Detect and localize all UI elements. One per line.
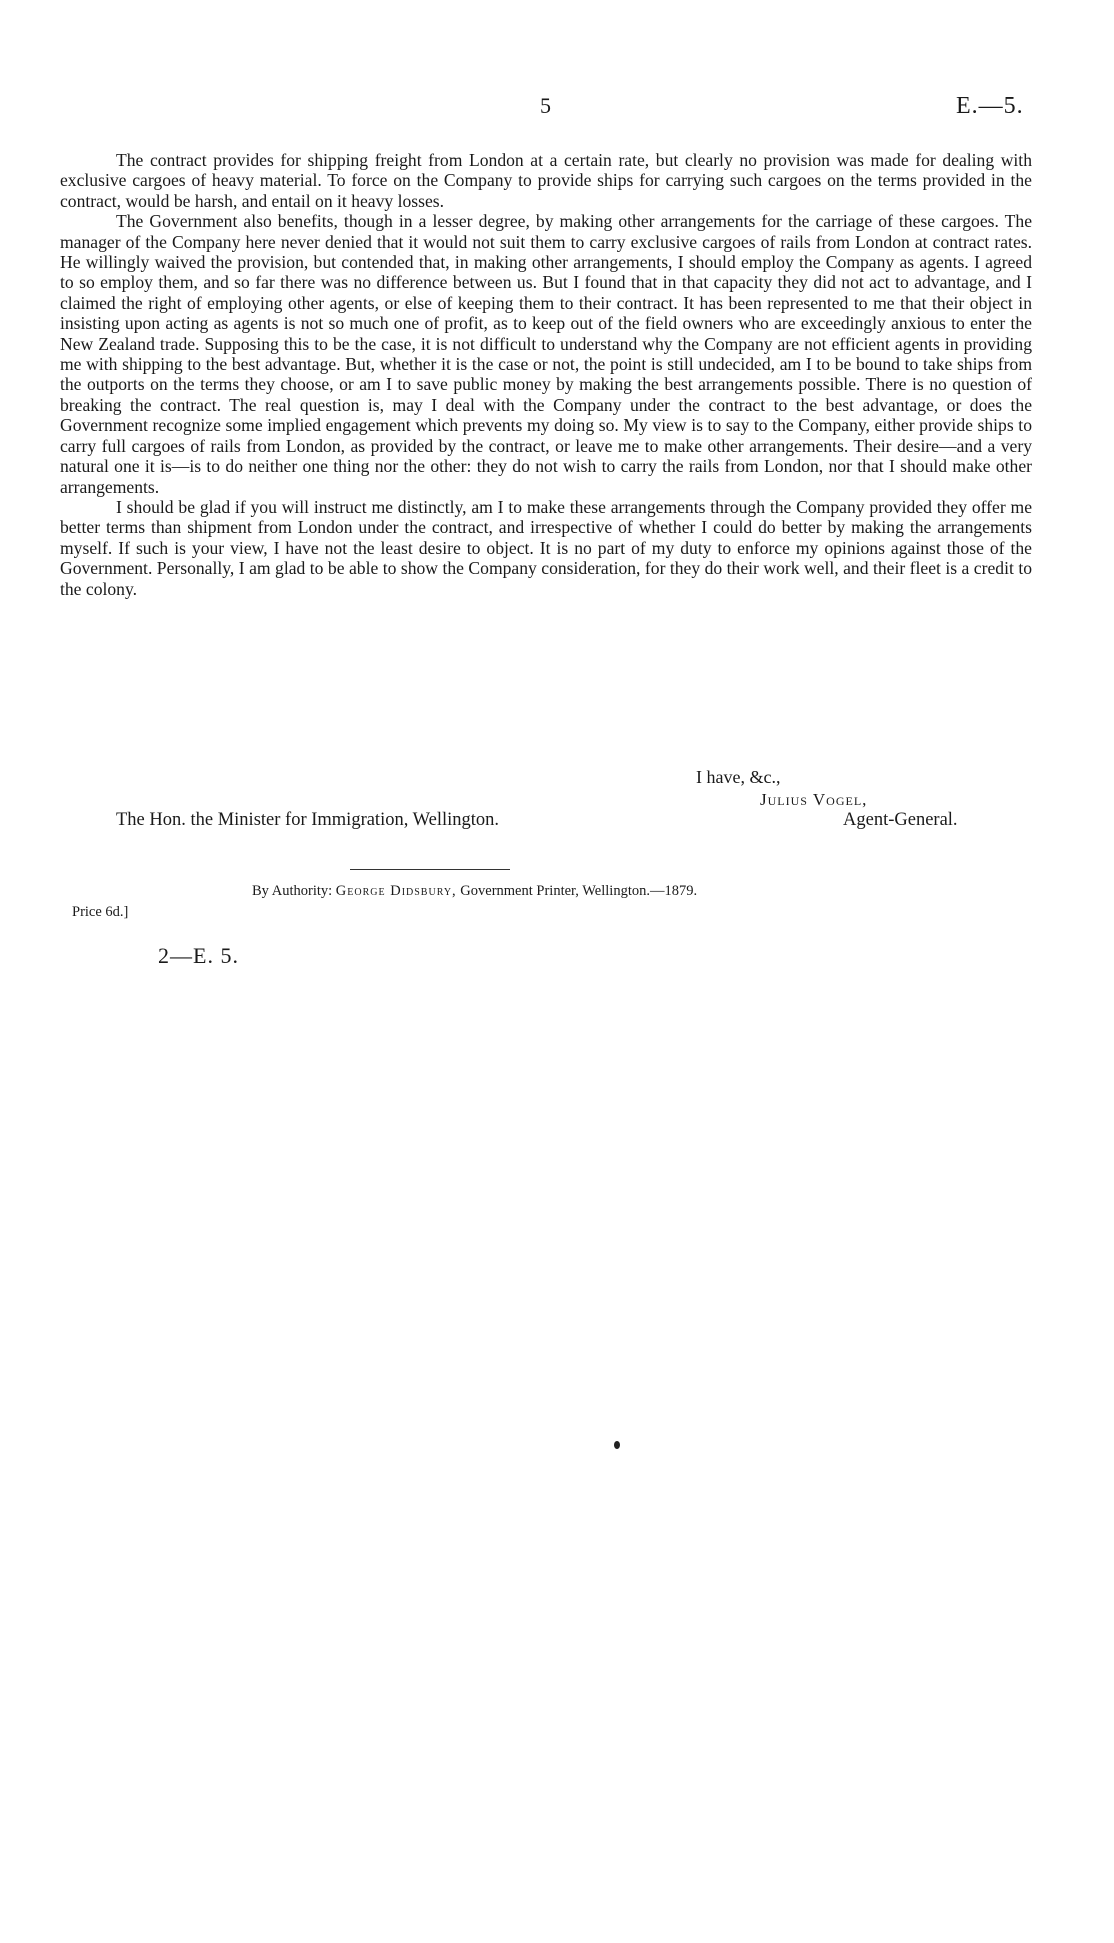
authority-prefix: By Authority: [252,883,333,899]
sheet-reference: 2—E. 5. [158,943,239,968]
price: Price 6d.] [72,904,129,920]
authority-suffix: Government Printer, Wellington.—1879. [460,883,698,899]
signer-name: Julius Vogel, [760,790,868,809]
page-number: 5 [540,93,551,118]
closing-salutation: I have, &c., [696,767,781,787]
paragraph: The Government also benefits, though in a lesser degree, by making other arrangements for the carriage of these cargoes. The manager of the Company here never denied that it would not suit them to carry exclusive cargoes of rails from London at contract rates. He willingly waived the provision, but contended that, in making other arrangements, I should employ the Company as agents. I agreed to so employ them, and so far there was no difference between us. But I found that in that capacity they did not act to advantage, and I claimed the right of employing other agents, or else of keeping them to their contract. It has been represented to me that their object in insisting upon acting as agents is not so much one of profit, as to keep out of the field owners who are exceedingly anxious to enter the New Zealand trade. Supposing this to be the case, it is not difficult to understand why the Company are not efficient agents in providing me with shipping to the best advantage. But, whether it is the case or not, the point is still undecided, am I to be bound to take ships from the outports on the terms they choose, or am I to save public money by making the best arrangements possible. There is no question of breaking the contract. The real question is, may I deal with the Company under the contract to the best advantage, or does the Government recognize some implied engagement which prevents my doing so. My view is to say to the Company, either provide ships to carry full cargoes of rails from London, as provided by the contract, or leave me to make other arrangements. Their desire—and a very natural one it is—is to do neither one thing nor the other: they do not wish to carry the rails from London, nor that I should make other arrangements. [60,211,1032,497]
addressee: The Hon. the Minister for Immigration, Wellington. [116,810,500,830]
paragraph: The contract provides for shipping freight from London at a certain rate, but clearly no provision was made for dealing with exclusive cargoes of heavy material. To force on the Company to provide ships for carrying such cargoes on the terms provided in the contract, would be harsh, and entail on it heavy losses. [60,150,1032,211]
printer-imprint [252,883,697,900]
printer-name: George Didsbury, [335,883,457,899]
paragraph: I should be glad if you will instruct me distinctly, am I to make these arrangements through the Company provided they offer me better terms than shipment from London under the contract, and irrespective of whether I could do better by making the arrangements myself. If such is your view, I have not the least desire to object. It is no part of my duty to enforce my opinions against those of the Government. Personally, I am glad to be able to show the Company consideration, for they do their work well, and their fleet is a credit to the colony. [60,496,1032,599]
ink-speck [614,1441,620,1449]
document-reference: E.—5. [956,93,1024,119]
letter-body [60,150,1032,599]
signer-title: Agent-General. [843,810,958,830]
divider [350,869,510,870]
